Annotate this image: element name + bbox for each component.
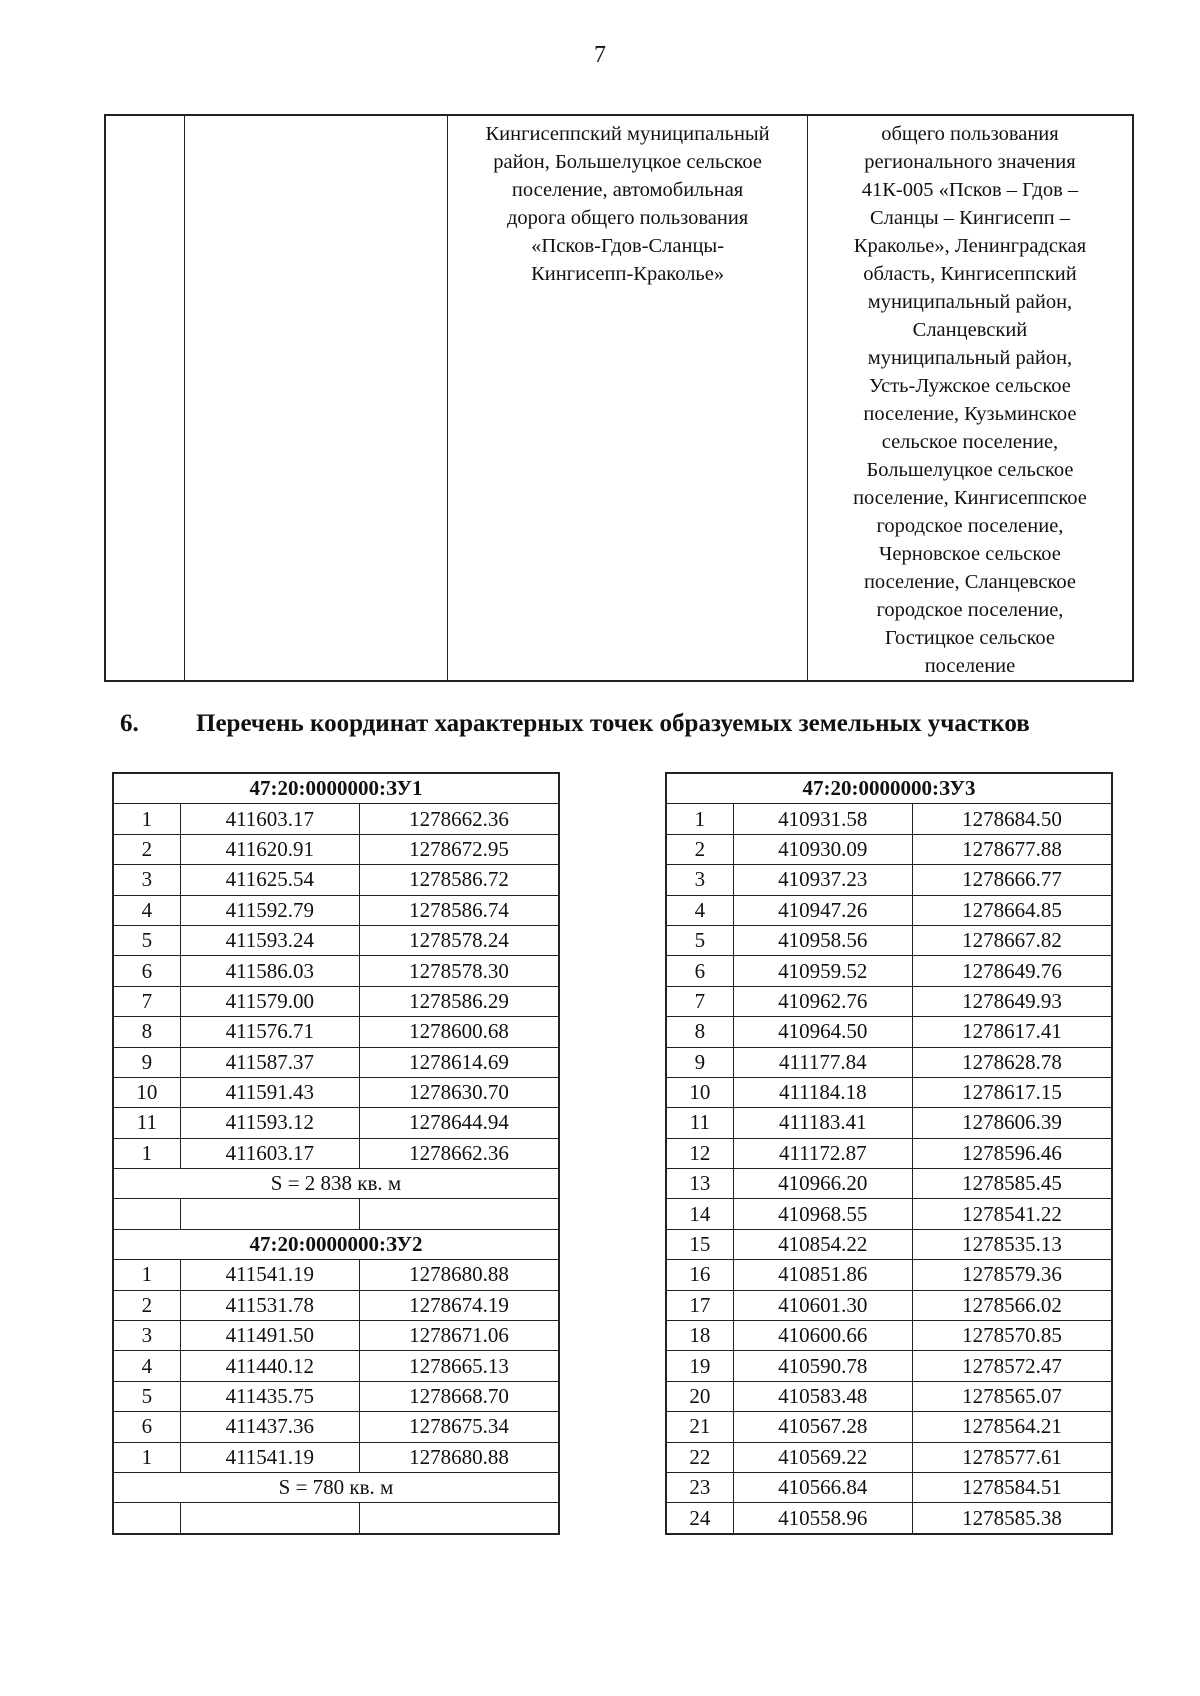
x-coordinate: 410600.66 <box>733 1321 912 1351</box>
point-number: 6 <box>666 956 733 986</box>
point-number: 2 <box>113 834 180 864</box>
y-coordinate: 1278586.72 <box>359 865 559 895</box>
table-row <box>666 1503 1112 1534</box>
y-coordinate: 1278628.78 <box>912 1047 1112 1077</box>
area-row <box>113 1472 559 1502</box>
table-row <box>113 1017 559 1047</box>
point-number: 23 <box>666 1472 733 1502</box>
table-row <box>666 1017 1112 1047</box>
point-number: 8 <box>666 1017 733 1047</box>
parcel-title: 47:20:0000000:ЗУ1 <box>113 773 559 804</box>
y-coordinate: 1278596.46 <box>912 1138 1112 1168</box>
table-row <box>113 865 559 895</box>
y-coordinate: 1278600.68 <box>359 1017 559 1047</box>
empty-cell <box>359 1503 559 1534</box>
y-coordinate: 1278586.29 <box>359 986 559 1016</box>
x-coordinate: 410558.96 <box>733 1503 912 1534</box>
point-number: 18 <box>666 1321 733 1351</box>
x-coordinate: 410931.58 <box>733 804 912 834</box>
x-coordinate: 411603.17 <box>180 1138 359 1168</box>
table-cell-description: общего пользования регионального значения 41К-005 «Псков – Гдов – Сланцы – Кингисепп – Краколье», Ленинградская область, Кингисеппский муниципальный район, Сланцевский муниципальный район, Усть-Лужское сельское поселение, Кузьминское сельское поселение, Большелуцкое сельское поселение, Кингисеппское городское поселение, Черновское сельское поселение, Сланцевское городское поселение, Гостицкое сельское поселение <box>807 115 1133 681</box>
point-number: 8 <box>113 1017 180 1047</box>
table-row <box>113 895 559 925</box>
point-number: 10 <box>666 1077 733 1107</box>
point-number: 14 <box>666 1199 733 1229</box>
empty-cell <box>180 1503 359 1534</box>
x-coordinate: 410569.22 <box>733 1442 912 1472</box>
y-coordinate: 1278644.94 <box>359 1108 559 1138</box>
y-coordinate: 1278564.21 <box>912 1412 1112 1442</box>
parcel-title: 47:20:0000000:ЗУ2 <box>113 1229 559 1259</box>
x-coordinate: 410937.23 <box>733 865 912 895</box>
empty-cell <box>180 1199 359 1229</box>
table-row <box>666 1290 1112 1320</box>
table-row <box>666 1260 1112 1290</box>
area-value: S = 2 838 кв. м <box>113 1169 559 1199</box>
table-row <box>113 1077 559 1107</box>
x-coordinate: 410854.22 <box>733 1229 912 1259</box>
point-number: 4 <box>666 895 733 925</box>
table-row <box>105 115 1133 681</box>
point-number: 3 <box>113 1321 180 1351</box>
table-row <box>666 986 1112 1016</box>
y-coordinate: 1278585.38 <box>912 1503 1112 1534</box>
point-number: 24 <box>666 1503 733 1534</box>
table-row <box>666 1351 1112 1381</box>
point-number: 4 <box>113 1351 180 1381</box>
y-coordinate: 1278535.13 <box>912 1229 1112 1259</box>
table-cell-location: Кингисеппский муниципальный район, Большелуцкое сельское поселение, автомобильная дорога общего пользования «Псков-Гдов-Сланцы- Кингисепп-Краколье» <box>448 115 808 681</box>
y-coordinate: 1278668.70 <box>359 1381 559 1411</box>
y-coordinate: 1278585.45 <box>912 1169 1112 1199</box>
table-row <box>113 1381 559 1411</box>
x-coordinate: 410968.55 <box>733 1199 912 1229</box>
table-row <box>666 1381 1112 1411</box>
table-row <box>113 1351 559 1381</box>
table-row <box>113 925 559 955</box>
point-number: 17 <box>666 1290 733 1320</box>
y-coordinate: 1278572.47 <box>912 1351 1112 1381</box>
y-coordinate: 1278662.36 <box>359 804 559 834</box>
parcel-header-row <box>113 773 559 804</box>
table-row <box>666 895 1112 925</box>
x-coordinate: 411579.00 <box>180 986 359 1016</box>
table-row <box>113 956 559 986</box>
point-number: 12 <box>666 1138 733 1168</box>
table-row <box>113 1047 559 1077</box>
x-coordinate: 411591.43 <box>180 1077 359 1107</box>
parcel-header-row <box>113 1229 559 1259</box>
table-row <box>113 1108 559 1138</box>
x-coordinate: 411531.78 <box>180 1290 359 1320</box>
point-number: 3 <box>113 865 180 895</box>
table-row <box>113 1442 559 1472</box>
y-coordinate: 1278680.88 <box>359 1442 559 1472</box>
point-number: 22 <box>666 1442 733 1472</box>
continuation-table <box>104 114 1134 682</box>
table-row <box>666 834 1112 864</box>
table-row <box>666 1108 1112 1138</box>
y-coordinate: 1278649.93 <box>912 986 1112 1016</box>
y-coordinate: 1278630.70 <box>359 1077 559 1107</box>
table-row <box>113 834 559 864</box>
point-number: 5 <box>113 925 180 955</box>
table-row <box>666 956 1112 986</box>
coordinates-table-left <box>112 772 560 1535</box>
area-value: S = 780 кв. м <box>113 1472 559 1502</box>
y-coordinate: 1278579.36 <box>912 1260 1112 1290</box>
point-number: 11 <box>666 1108 733 1138</box>
y-coordinate: 1278671.06 <box>359 1321 559 1351</box>
table-row <box>113 1260 559 1290</box>
x-coordinate: 411593.24 <box>180 925 359 955</box>
table-row <box>666 1077 1112 1107</box>
y-coordinate: 1278614.69 <box>359 1047 559 1077</box>
x-coordinate: 411177.84 <box>733 1047 912 1077</box>
point-number: 10 <box>113 1077 180 1107</box>
y-coordinate: 1278680.88 <box>359 1260 559 1290</box>
y-coordinate: 1278578.24 <box>359 925 559 955</box>
x-coordinate: 411586.03 <box>180 956 359 986</box>
x-coordinate: 411576.71 <box>180 1017 359 1047</box>
y-coordinate: 1278570.85 <box>912 1321 1112 1351</box>
table-row <box>113 804 559 834</box>
x-coordinate: 410962.76 <box>733 986 912 1016</box>
table-cell-name <box>185 115 448 681</box>
point-number: 9 <box>666 1047 733 1077</box>
table-row <box>666 1047 1112 1077</box>
y-coordinate: 1278565.07 <box>912 1381 1112 1411</box>
table-row <box>666 1199 1112 1229</box>
x-coordinate: 410601.30 <box>733 1290 912 1320</box>
x-coordinate: 411183.41 <box>733 1108 912 1138</box>
x-coordinate: 411541.19 <box>180 1442 359 1472</box>
page-number: 7 <box>594 42 606 68</box>
x-coordinate: 411625.54 <box>180 865 359 895</box>
x-coordinate: 411172.87 <box>733 1138 912 1168</box>
y-coordinate: 1278665.13 <box>359 1351 559 1381</box>
parcel-header-row <box>666 773 1112 804</box>
x-coordinate: 411603.17 <box>180 804 359 834</box>
point-number: 1 <box>113 1260 180 1290</box>
y-coordinate: 1278566.02 <box>912 1290 1112 1320</box>
point-number: 11 <box>113 1108 180 1138</box>
y-coordinate: 1278674.19 <box>359 1290 559 1320</box>
area-row <box>113 1169 559 1199</box>
point-number: 9 <box>113 1047 180 1077</box>
x-coordinate: 411184.18 <box>733 1077 912 1107</box>
point-number: 6 <box>113 1412 180 1442</box>
point-number: 6 <box>113 956 180 986</box>
x-coordinate: 410566.84 <box>733 1472 912 1502</box>
x-coordinate: 411491.50 <box>180 1321 359 1351</box>
x-coordinate: 410947.26 <box>733 895 912 925</box>
point-number: 16 <box>666 1260 733 1290</box>
table-row <box>666 1138 1112 1168</box>
x-coordinate: 411435.75 <box>180 1381 359 1411</box>
x-coordinate: 411440.12 <box>180 1351 359 1381</box>
point-number: 21 <box>666 1412 733 1442</box>
x-coordinate: 410567.28 <box>733 1412 912 1442</box>
x-coordinate: 410964.50 <box>733 1017 912 1047</box>
x-coordinate: 411437.36 <box>180 1412 359 1442</box>
point-number: 2 <box>113 1290 180 1320</box>
y-coordinate: 1278666.77 <box>912 865 1112 895</box>
y-coordinate: 1278586.74 <box>359 895 559 925</box>
empty-cell <box>359 1199 559 1229</box>
table-row <box>666 1169 1112 1199</box>
empty-row <box>113 1503 559 1534</box>
empty-row <box>113 1199 559 1229</box>
point-number: 1 <box>113 804 180 834</box>
point-number: 20 <box>666 1381 733 1411</box>
x-coordinate: 410930.09 <box>733 834 912 864</box>
table-row <box>666 1472 1112 1502</box>
x-coordinate: 410966.20 <box>733 1169 912 1199</box>
y-coordinate: 1278577.61 <box>912 1442 1112 1472</box>
section-heading <box>120 710 1150 738</box>
y-coordinate: 1278667.82 <box>912 925 1112 955</box>
point-number: 4 <box>113 895 180 925</box>
x-coordinate: 411592.79 <box>180 895 359 925</box>
table-row <box>113 986 559 1016</box>
point-number: 2 <box>666 834 733 864</box>
table-row <box>666 865 1112 895</box>
point-number: 15 <box>666 1229 733 1259</box>
table-row <box>113 1290 559 1320</box>
table-row <box>113 1412 559 1442</box>
point-number: 19 <box>666 1351 733 1381</box>
y-coordinate: 1278649.76 <box>912 956 1112 986</box>
y-coordinate: 1278675.34 <box>359 1412 559 1442</box>
x-coordinate: 410851.86 <box>733 1260 912 1290</box>
point-number: 5 <box>666 925 733 955</box>
x-coordinate: 410958.56 <box>733 925 912 955</box>
x-coordinate: 411620.91 <box>180 834 359 864</box>
point-number: 1 <box>666 804 733 834</box>
table-cell-number <box>105 115 185 681</box>
x-coordinate: 411587.37 <box>180 1047 359 1077</box>
point-number: 7 <box>113 986 180 1016</box>
x-coordinate: 410959.52 <box>733 956 912 986</box>
table-row <box>666 1321 1112 1351</box>
y-coordinate: 1278617.15 <box>912 1077 1112 1107</box>
y-coordinate: 1278617.41 <box>912 1017 1112 1047</box>
y-coordinate: 1278541.22 <box>912 1199 1112 1229</box>
y-coordinate: 1278584.51 <box>912 1472 1112 1502</box>
y-coordinate: 1278662.36 <box>359 1138 559 1168</box>
empty-cell <box>113 1503 180 1534</box>
x-coordinate: 410583.48 <box>733 1381 912 1411</box>
x-coordinate: 410590.78 <box>733 1351 912 1381</box>
y-coordinate: 1278664.85 <box>912 895 1112 925</box>
point-number: 1 <box>113 1442 180 1472</box>
point-number: 3 <box>666 865 733 895</box>
table-row <box>666 804 1112 834</box>
point-number: 5 <box>113 1381 180 1411</box>
x-coordinate: 411541.19 <box>180 1260 359 1290</box>
table-row <box>113 1321 559 1351</box>
y-coordinate: 1278684.50 <box>912 804 1112 834</box>
y-coordinate: 1278672.95 <box>359 834 559 864</box>
y-coordinate: 1278578.30 <box>359 956 559 986</box>
table-row <box>666 1229 1112 1259</box>
table-row <box>666 925 1112 955</box>
table-row <box>666 1412 1112 1442</box>
parcel-title: 47:20:0000000:ЗУ3 <box>666 773 1112 804</box>
table-row <box>113 1138 559 1168</box>
section-number: 6. <box>120 710 139 737</box>
section-title: Перечень координат характерных точек образуемых земельных участков <box>196 710 1030 737</box>
table-row <box>666 1442 1112 1472</box>
y-coordinate: 1278606.39 <box>912 1108 1112 1138</box>
y-coordinate: 1278677.88 <box>912 834 1112 864</box>
point-number: 1 <box>113 1138 180 1168</box>
point-number: 7 <box>666 986 733 1016</box>
point-number: 13 <box>666 1169 733 1199</box>
coordinates-table-right <box>665 772 1113 1535</box>
empty-cell <box>113 1199 180 1229</box>
x-coordinate: 411593.12 <box>180 1108 359 1138</box>
